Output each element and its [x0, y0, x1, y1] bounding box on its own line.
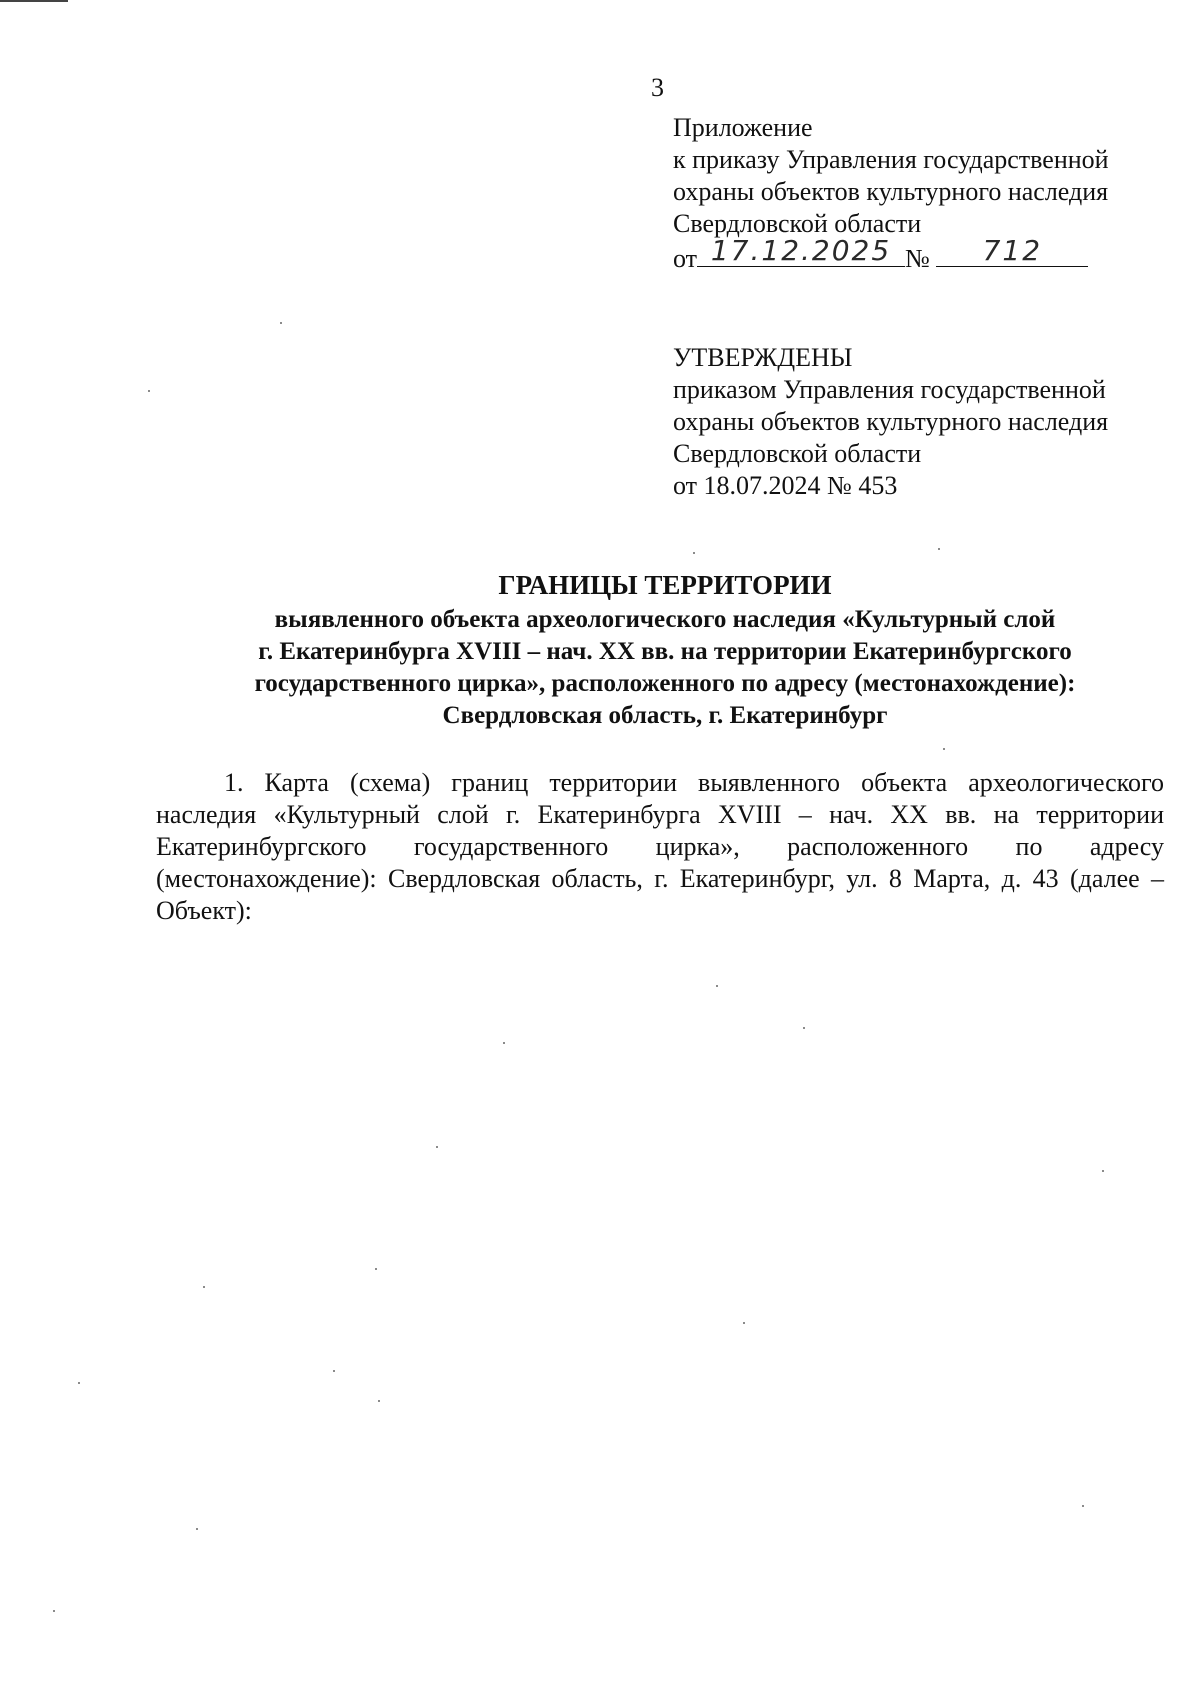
annex-date-line — [673, 234, 1173, 274]
handwritten-number-field — [936, 234, 1088, 267]
scan-speck — [938, 548, 940, 550]
scan-speck — [333, 1370, 335, 1372]
scan-speck — [1082, 1505, 1084, 1507]
page-number: 3 — [651, 73, 664, 102]
scan-speck — [203, 1286, 205, 1288]
scan-edge-mark — [0, 0, 68, 2]
approved-block — [673, 342, 1173, 502]
approved-line: охраны объектов культурного наследия — [673, 407, 1109, 436]
annex-line: к приказу Управления государственной — [673, 145, 1109, 174]
title-line: выявленного объекта археологического наследия «Культурный слой — [274, 606, 1056, 633]
scan-speck — [78, 1382, 80, 1384]
scan-speck — [693, 552, 695, 554]
scan-speck — [1102, 1170, 1104, 1172]
annex-title: Приложение — [673, 113, 813, 142]
approved-line: от 18.07.2024 № 453 — [673, 471, 898, 500]
approved-heading: УТВЕРЖДЕНЫ — [673, 343, 853, 372]
approved-line: Свердловской области — [673, 439, 922, 468]
scan-speck — [280, 322, 282, 324]
date-prefix: от — [673, 244, 698, 273]
document-title — [150, 568, 1180, 732]
scan-speck — [436, 1146, 438, 1148]
scan-speck — [378, 1400, 380, 1402]
title-line: Свердловская область, г. Екатеринбург — [442, 702, 888, 729]
title-line: г. Екатеринбурга XVIII – нач. XX вв. на территории Екатеринбургского — [258, 638, 1072, 665]
annex-header — [673, 112, 1173, 274]
scan-speck — [943, 748, 945, 750]
handwritten-date-field — [697, 234, 905, 267]
number-sign: № — [905, 244, 930, 273]
scan-speck — [803, 1027, 805, 1029]
annex-line: Свердловской области — [673, 209, 922, 238]
handwritten-date: 17.12.2025 — [710, 234, 892, 267]
scan-speck — [743, 1322, 745, 1324]
handwritten-number: 712 — [982, 234, 1043, 267]
scan-speck — [196, 1528, 198, 1530]
scan-speck — [148, 390, 150, 392]
title-main: ГРАНИЦЫ ТЕРРИТОРИИ — [498, 570, 832, 600]
annex-line: охраны объектов культурного наследия — [673, 177, 1109, 206]
scan-speck — [375, 1268, 377, 1270]
scan-speck — [53, 1610, 55, 1612]
paragraph-1: 1. Карта (схема) границ территории выявленного объекта археологического наследия «Культурный слой г. Екатеринбурга XVIII – нач. XX вв. на территории Екатеринбургского государственного цирка», расположенного по адресу (местонахождение): Свердловская область, г. Екатеринбург, ул. 8 Марта, д. 43 (далее – Объект): — [156, 768, 1164, 925]
scan-speck — [716, 985, 718, 987]
scan-speck — [503, 1042, 505, 1044]
approved-line: приказом Управления государственной — [673, 375, 1106, 404]
title-line: государственного цирка», расположенного по адресу (местонахождение): — [254, 670, 1076, 697]
